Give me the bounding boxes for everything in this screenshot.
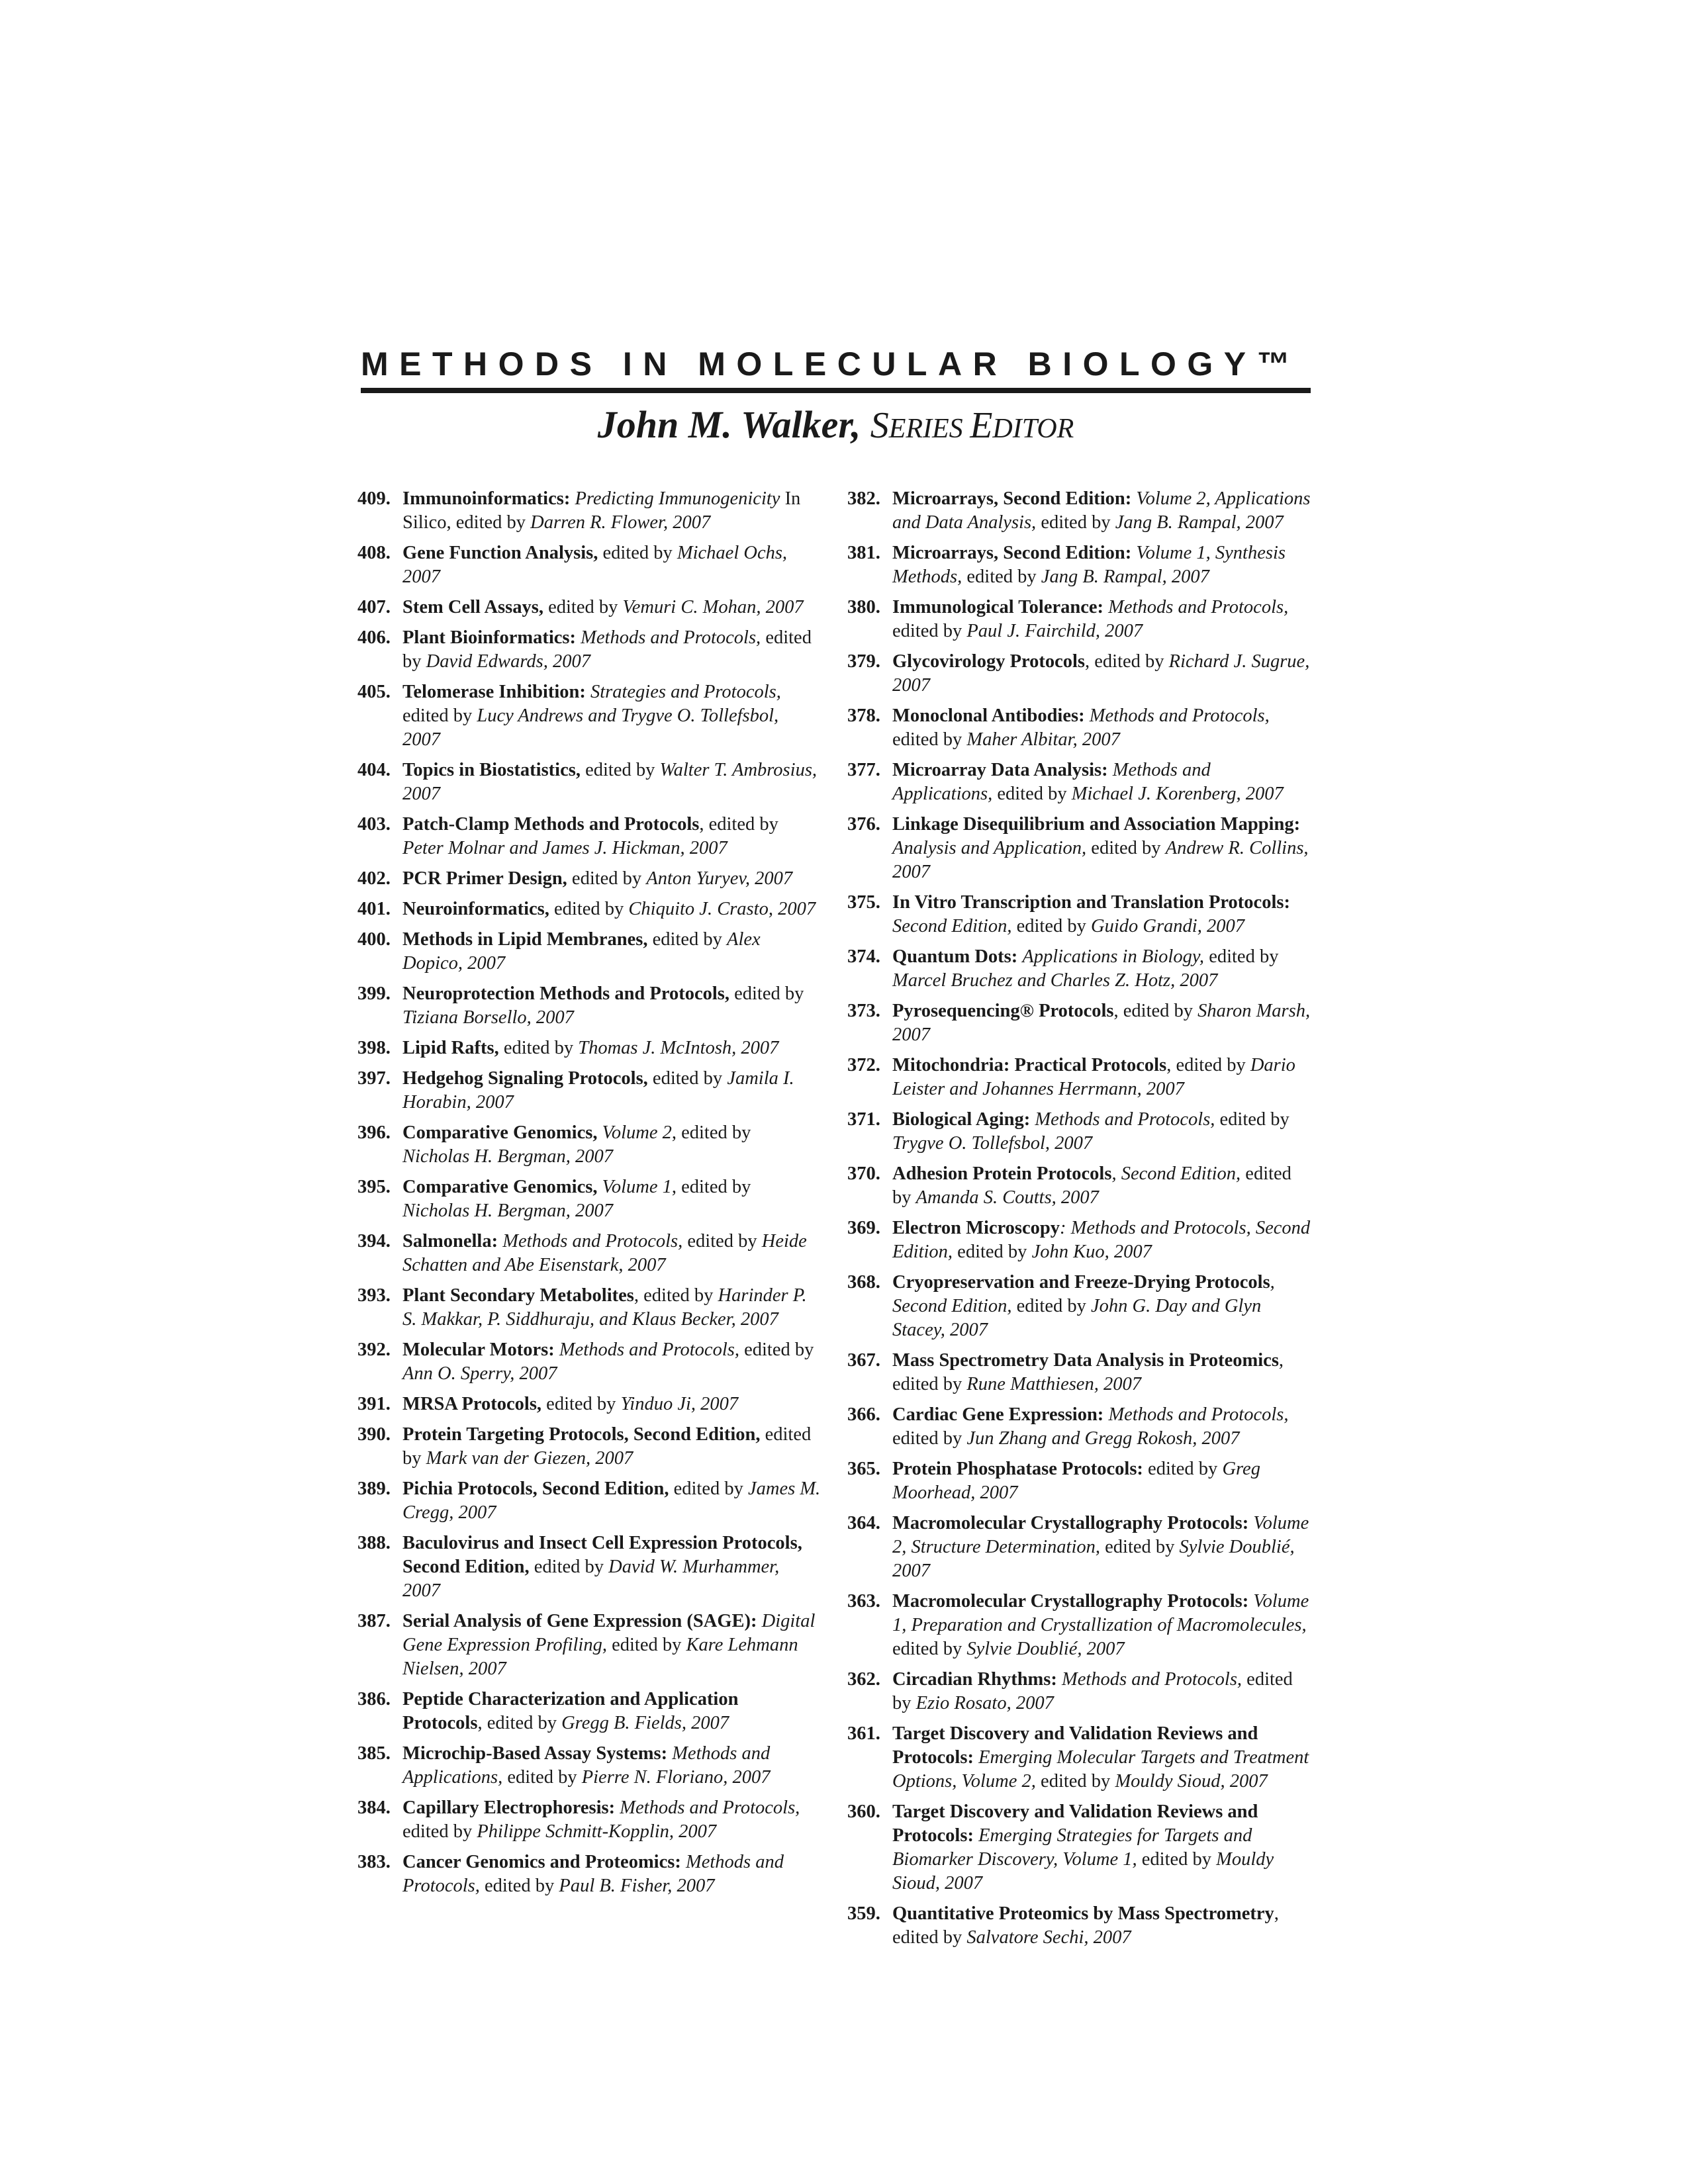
volume-title: Serial Analysis of Gene Expression (SAGE): (402, 1611, 757, 1631)
volume-number: 370. (847, 1163, 880, 1184)
volume-entry (357, 1067, 821, 1115)
volume-edited-by: edited by (1204, 946, 1279, 967)
volume-edited-by: edited by (892, 621, 967, 641)
volume-edited-by: edited by (498, 1038, 579, 1058)
volume-number: 408. (357, 543, 391, 563)
volume-edited-by: edited by (647, 1068, 727, 1089)
volume-entry (847, 1108, 1311, 1156)
volume-number: 362. (847, 1669, 880, 1690)
volume-editor: John Kuo, 2007 (1031, 1242, 1152, 1262)
volume-edited-by: edited by (529, 1557, 609, 1577)
volume-editor: Richard J. Sugrue, 2007 (892, 651, 1310, 696)
volume-subtitle: Volume 1, Preparation and Crystallization of Macromolecules, (892, 1591, 1309, 1635)
volume-title: Microarrays, Second Edition: (892, 488, 1132, 509)
volume-edited-by: edited by (402, 1821, 477, 1842)
volume-edited-by: edited by (598, 543, 677, 563)
volume-editor: Vemuri C. Mohan, 2007 (622, 597, 804, 617)
volume-edited-by: , edited by (892, 1903, 1279, 1948)
volume-subtitle: Volume 2, Structure Determination, (892, 1513, 1309, 1557)
volume-number: 378. (847, 705, 880, 726)
volume-edited-by: edited by (647, 929, 727, 950)
volume-title: Cardiac Gene Expression: (892, 1404, 1104, 1425)
volume-subtitle: Strategies and Protocols, (590, 682, 781, 702)
volume-title: Macromolecular Crystallography Protocols: (892, 1513, 1249, 1533)
volume-edited-by: edited by (1036, 512, 1115, 533)
volume-entry (847, 1457, 1311, 1505)
volume-edited-by: , edited by (892, 1350, 1284, 1394)
volume-entry (847, 1512, 1311, 1583)
volume-entry (357, 1392, 821, 1416)
volume-number: 375. (847, 892, 880, 913)
volume-title: In Vitro Transcription and Translation Protocols: (892, 892, 1290, 913)
volume-entry (847, 1162, 1311, 1210)
volume-edited-by: edited by (549, 899, 629, 919)
volume-editor: Pierre N. Floriano, 2007 (581, 1767, 771, 1788)
volume-edited-by: edited by (541, 1394, 621, 1414)
volume-subtitle: Methods and Protocols, (1062, 1669, 1243, 1690)
volume-number: 377. (847, 760, 880, 780)
volume-entry (357, 928, 821, 976)
volume-edited-by: edited by (1011, 916, 1091, 936)
volume-subtitle: Methods and Protocols, (502, 1231, 683, 1251)
volume-entry (357, 1850, 821, 1898)
volume-number: 389. (357, 1479, 391, 1499)
volume-entry (847, 999, 1311, 1047)
volume-number: 405. (357, 682, 391, 702)
volume-editor: Mouldy Sioud, 2007 (892, 1849, 1274, 1893)
volume-edited-by: , edited by (477, 1713, 562, 1733)
volume-subtitle: Applications in Biology, (1022, 946, 1205, 967)
volume-number: 372. (847, 1055, 880, 1075)
volume-title: Peptide Characterization and Application Protocols (402, 1689, 739, 1733)
volume-editor: Philippe Schmitt-Kopplin, 2007 (477, 1821, 717, 1842)
volume-entry (847, 487, 1311, 535)
volume-number: 369. (847, 1218, 880, 1238)
volume-number: 387. (357, 1611, 391, 1631)
volume-editor: Gregg B. Fields, 2007 (561, 1713, 729, 1733)
volume-edited-by: edited by (892, 1669, 1293, 1713)
volume-editor: Harinder P. S. Makkar, P. Siddhuraju, and Klaus Becker, 2007 (402, 1285, 807, 1330)
volume-subtitle: Methods and Applications, (892, 760, 1211, 804)
volume-title: Microarrays, Second Edition: (892, 543, 1132, 563)
volume-edited-by: In Silico, edited by (402, 488, 801, 533)
volume-editor: Guido Grandi, 2007 (1090, 916, 1244, 936)
volume-entry (847, 541, 1311, 589)
volume-editor: Chiquito J. Crasto, 2007 (628, 899, 816, 919)
volume-entry (847, 891, 1311, 938)
volume-subtitle: Methods and Protocols, (402, 1852, 784, 1896)
volume-editor: Trygve O. Tollefsbol, 2007 (892, 1133, 1093, 1154)
editor-role: SERIES EDITOR (870, 405, 1074, 446)
volume-edited-by: edited by (892, 1163, 1291, 1208)
volume-title: Electron Microscopy (892, 1218, 1060, 1238)
volume-number: 406. (357, 627, 391, 648)
series-title: METHODS IN MOLECULAR BIOLOGY™ (361, 345, 1301, 383)
volume-editor: John G. Day and Glyn Stacey, 2007 (892, 1296, 1262, 1340)
volume-entry (357, 1610, 821, 1681)
volume-subtitle: Analysis and Application, (892, 838, 1087, 858)
volume-entry (357, 1230, 821, 1277)
header-rule (361, 388, 1311, 393)
volume-editor: Ezio Rosato, 2007 (915, 1693, 1054, 1713)
volume-editor: Michael J. Korenberg, 2007 (1071, 784, 1284, 804)
volume-entry (357, 1477, 821, 1525)
volume-title: Telomerase Inhibition: (402, 682, 586, 702)
series-editor (361, 398, 1311, 455)
volume-editor: Maher Albitar, 2007 (966, 729, 1120, 750)
volume-title: MRSA Protocols, (402, 1394, 542, 1414)
volume-entry (847, 650, 1311, 698)
volume-edited-by: edited by (892, 1639, 967, 1659)
volume-number: 401. (357, 899, 391, 919)
volume-edited-by: edited by (669, 1479, 748, 1499)
volume-subtitle: Methods and Applications, (402, 1743, 771, 1788)
volume-number: 366. (847, 1404, 880, 1425)
volume-editor: Jamila I. Horabin, 2007 (402, 1068, 794, 1113)
volume-subtitle: : Methods and Protocols, Second Edition, (892, 1218, 1311, 1262)
volume-subtitle: Volume 2, Applications and Data Analysis, (892, 488, 1311, 533)
volume-number: 365. (847, 1459, 880, 1479)
volume-edited-by: edited by (1215, 1109, 1289, 1130)
volume-title: Glycovirology Protocols (892, 651, 1086, 672)
volume-title: Pichia Protocols, Second Edition, (402, 1479, 669, 1499)
volume-title: Hedgehog Signaling Protocols, (402, 1068, 648, 1089)
volume-entry (847, 1054, 1311, 1101)
volume-subtitle: Methods and Protocols, (1108, 1404, 1289, 1425)
volume-title: Target Discovery and Validation Reviews and Protocols: (892, 1801, 1258, 1846)
volume-number: 398. (357, 1038, 391, 1058)
left-column (357, 487, 821, 1905)
volume-entry (357, 541, 821, 589)
volume-subtitle: Volume 1 (602, 1177, 672, 1197)
volume-number: 384. (357, 1797, 391, 1818)
volume-edited-by: edited by (402, 1424, 812, 1469)
volume-edited-by: edited by (1137, 1849, 1217, 1870)
volume-title: Lipid Rafts, (402, 1038, 499, 1058)
volume-entry (847, 945, 1311, 993)
volume-number: 371. (847, 1109, 880, 1130)
volume-editor: Salvatore Sechi, 2007 (966, 1927, 1131, 1948)
volume-number: 364. (847, 1513, 880, 1533)
volume-edited-by: , edited by (671, 1122, 751, 1143)
volume-number: 396. (357, 1122, 391, 1143)
volume-edited-by: edited by (1035, 1771, 1115, 1792)
volume-edited-by: , edited by (1166, 1055, 1250, 1075)
volume-number: 395. (357, 1177, 391, 1197)
volume-title: Immunological Tolerance: (892, 597, 1104, 617)
volume-title: Pyrosequencing® Protocols (892, 1001, 1114, 1021)
right-column (847, 487, 1311, 1956)
volume-editor: Kare Lehmann Nielsen, 2007 (402, 1635, 798, 1679)
volume-edited-by: edited by (1086, 838, 1166, 858)
volume-entry (847, 1590, 1311, 1661)
volume-title: Comparative Genomics, (402, 1122, 598, 1143)
volume-editor: Tiziana Borsello, 2007 (402, 1007, 574, 1028)
volume-number: 403. (357, 814, 391, 835)
volume-title: Biological Aging: (892, 1109, 1031, 1130)
volume-number: 359. (847, 1903, 880, 1924)
volume-number: 404. (357, 760, 391, 780)
volume-entry (357, 596, 821, 619)
volume-entry (357, 1338, 821, 1386)
volume-edited-by: edited by (682, 1231, 762, 1251)
volume-subtitle: Methods and Protocols, (559, 1340, 739, 1360)
volume-number: 407. (357, 597, 391, 617)
volume-edited-by: , edited by (1113, 1001, 1198, 1021)
volume-title: Comparative Genomics, (402, 1177, 598, 1197)
volume-title: Adhesion Protein Protocols (892, 1163, 1112, 1184)
volume-editor: James M. Cregg, 2007 (402, 1479, 821, 1523)
volume-edited-by: edited by (479, 1876, 559, 1896)
volume-title: Gene Function Analysis, (402, 543, 598, 563)
volume-entry (357, 1175, 821, 1223)
volume-edited-by: edited by (953, 1242, 1032, 1262)
volume-edited-by: edited by (567, 868, 647, 889)
volume-editor: Sylvie Doublié, 2007 (966, 1639, 1125, 1659)
volume-subtitle: Volume 1, Synthesis Methods, (892, 543, 1286, 587)
volume-title: Protein Targeting Protocols, Second Edition, (402, 1424, 761, 1445)
volume-entry (357, 680, 821, 752)
volume-editor: Peter Molnar and James J. Hickman, 2007 (402, 838, 727, 858)
volume-editor: Jang B. Rampal, 2007 (1115, 512, 1284, 533)
volume-edited-by: , edited by (699, 814, 778, 835)
volume-number: 361. (847, 1723, 880, 1744)
volume-title: Quantitative Proteomics by Mass Spectrometry (892, 1903, 1274, 1924)
volume-editor: Andrew R. Collins, 2007 (892, 838, 1309, 882)
volume-subtitle: Digital Gene Expression Profiling, (402, 1611, 816, 1655)
volume-title: Target Discovery and Validation Reviews and Protocols: (892, 1723, 1258, 1768)
volume-title: Patch-Clamp Methods and Protocols (402, 814, 700, 835)
volume-subtitle: Methods and Protocols, (1035, 1109, 1215, 1130)
volume-title: Methods in Lipid Membranes, (402, 929, 648, 950)
volume-entry (357, 867, 821, 891)
volume-editor: Marcel Bruchez and Charles Z. Hotz, 2007 (892, 970, 1218, 991)
volume-editor: Ann O. Sperry, 2007 (402, 1363, 557, 1384)
volume-editor: David W. Murhammer, 2007 (402, 1557, 780, 1601)
volume-entry (357, 1423, 821, 1471)
volume-title: Stem Cell Assays, (402, 597, 543, 617)
volume-entry (847, 704, 1311, 752)
volume-title: Protein Phosphatase Protocols: (892, 1459, 1143, 1479)
volume-title: Macromolecular Crystallography Protocols: (892, 1591, 1249, 1612)
volume-entry (847, 813, 1311, 884)
volume-editor: Michael Ochs, 2007 (402, 543, 788, 587)
volume-editor: Jang B. Rampal, 2007 (1041, 567, 1209, 587)
volume-edited-by: edited by (892, 729, 967, 750)
volume-entry (357, 897, 821, 921)
volume-editor: Jun Zhang and Gregg Rokosh, 2007 (966, 1428, 1240, 1449)
volume-title: Quantum Dots: (892, 946, 1018, 967)
volume-entry (357, 1531, 821, 1603)
volume-title: Topics in Biostatistics, (402, 760, 581, 780)
volume-number: 381. (847, 543, 880, 563)
volume-subtitle: Methods and Protocols, (1108, 597, 1289, 617)
volume-edited-by: edited by (1100, 1537, 1180, 1557)
volume-title: Monoclonal Antibodies: (892, 705, 1085, 726)
volume-number: 363. (847, 1591, 880, 1612)
volume-number: 373. (847, 1001, 880, 1021)
volume-editor: Rune Matthiesen, 2007 (966, 1374, 1141, 1394)
volume-subtitle: Methods and Protocols, (581, 627, 761, 648)
volume-number: 367. (847, 1350, 880, 1371)
volume-edited-by: edited by (892, 1428, 967, 1449)
volume-number: 360. (847, 1801, 880, 1822)
volume-editor: Paul J. Fairchild, 2007 (966, 621, 1143, 641)
volume-edited-by: edited by (402, 705, 477, 726)
volume-editor: Mouldy Sioud, 2007 (1115, 1771, 1268, 1792)
volume-title: Mass Spectrometry Data Analysis in Proteomics (892, 1350, 1279, 1371)
volume-subtitle: Emerging Strategies for Targets and Biomarker Discovery, Volume 1, (892, 1825, 1252, 1870)
volume-number: 374. (847, 946, 880, 967)
volume-editor: Paul B. Fisher, 2007 (559, 1876, 715, 1896)
volume-editor: Alex Dopico, 2007 (402, 929, 761, 974)
volume-number: 368. (847, 1272, 880, 1293)
volume-number: 385. (357, 1743, 391, 1764)
volume-edited-by: edited by (962, 567, 1041, 587)
volume-entry (847, 1722, 1311, 1794)
volume-entry (357, 1036, 821, 1060)
volume-editor: David Edwards, 2007 (426, 651, 590, 672)
volume-entry (357, 1688, 821, 1735)
volume-entry (357, 1742, 821, 1790)
volume-title: Immunoinformatics: (402, 488, 571, 509)
editor-name: John M. Walker, (597, 403, 861, 446)
volume-subtitle: , Second Edition, (1111, 1163, 1241, 1184)
volume-editor: Mark van der Giezen, 2007 (426, 1448, 633, 1469)
volume-number: 391. (357, 1394, 391, 1414)
volume-subtitle: Emerging Molecular Targets and Treatment Options, Volume 2, (892, 1747, 1309, 1792)
volume-subtitle: , Second Edition, (892, 1272, 1275, 1316)
volume-entry (847, 1902, 1311, 1950)
volume-entry (357, 758, 821, 806)
volume-title: Microchip-Based Assay Systems: (402, 1743, 668, 1764)
volume-title: Mitochondria: Practical Protocols (892, 1055, 1167, 1075)
volume-number: 379. (847, 651, 880, 672)
volume-edited-by: , edited by (633, 1285, 718, 1306)
volume-number: 393. (357, 1285, 391, 1306)
volume-edited-by: , edited by (1085, 651, 1169, 672)
volume-entry (847, 596, 1311, 643)
volume-title: Circadian Rhythms: (892, 1669, 1057, 1690)
volume-number: 380. (847, 597, 880, 617)
volume-number: 386. (357, 1689, 391, 1709)
volume-editor: Nicholas H. Bergman, 2007 (402, 1146, 613, 1167)
volume-entry (357, 813, 821, 860)
volume-title: Molecular Motors: (402, 1340, 555, 1360)
volume-subtitle: Methods and Protocols, (620, 1797, 800, 1818)
volume-edited-by: edited by (739, 1340, 814, 1360)
volume-title: Cancer Genomics and Proteomics: (402, 1852, 681, 1872)
volume-editor: Amanda S. Coutts, 2007 (915, 1187, 1099, 1208)
volume-editor: Nicholas H. Bergman, 2007 (402, 1201, 613, 1221)
volume-editor: Anton Yuryev, 2007 (646, 868, 793, 889)
volume-editor: Darren R. Flower, 2007 (530, 512, 711, 533)
volume-editor: Yinduo Ji, 2007 (620, 1394, 739, 1414)
volume-entry (847, 1349, 1311, 1396)
volume-entry (357, 982, 821, 1030)
volume-number: 400. (357, 929, 391, 950)
volume-edited-by: edited by (1143, 1459, 1223, 1479)
volume-title: Baculovirus and Insect Cell Expression Protocols, Second Edition, (402, 1533, 802, 1577)
volume-number: 402. (357, 868, 391, 889)
volume-entry (847, 1403, 1311, 1451)
volume-entry (847, 1668, 1311, 1715)
volume-entry (357, 626, 821, 674)
volume-edited-by: edited by (402, 627, 812, 672)
volume-editor: Dario Leister and Johannes Herrmann, 2007 (892, 1055, 1295, 1099)
volume-number: 390. (357, 1424, 391, 1445)
volume-edited-by: edited by (992, 784, 1072, 804)
volume-edited-by: edited by (543, 597, 623, 617)
volume-edited-by: edited by (729, 983, 804, 1004)
volume-number: 383. (357, 1852, 391, 1872)
volume-entry (847, 1271, 1311, 1342)
volume-edited-by: edited by (1011, 1296, 1091, 1316)
volume-title: PCR Primer Design, (402, 868, 567, 889)
volume-entry (847, 1800, 1311, 1895)
volume-editor: Heide Schatten and Abe Eisenstark, 2007 (402, 1231, 807, 1275)
volume-entry (357, 1284, 821, 1332)
volume-edited-by: edited by (580, 760, 660, 780)
volume-number: 394. (357, 1231, 391, 1251)
volume-number: 376. (847, 814, 880, 835)
volume-title: Cryopreservation and Freeze-Drying Protocols (892, 1272, 1270, 1293)
volume-editor: Thomas J. McIntosh, 2007 (578, 1038, 779, 1058)
volume-title: Plant Bioinformatics: (402, 627, 577, 648)
volume-number: 397. (357, 1068, 391, 1089)
volume-title: Microarray Data Analysis: (892, 760, 1108, 780)
volume-edited-by: , edited by (671, 1177, 751, 1197)
volume-title: Neuroinformatics, (402, 899, 549, 919)
volume-subtitle: Predicting Immunogenicity (575, 488, 780, 509)
volume-number: 382. (847, 488, 880, 509)
volume-title: Neuroprotection Methods and Protocols, (402, 983, 729, 1004)
volume-title: Plant Secondary Metabolites (402, 1285, 634, 1306)
volume-number: 399. (357, 983, 391, 1004)
volume-editor: Lucy Andrews and Trygve O. Tollefsbol, 2007 (402, 705, 779, 750)
volume-subtitle: Volume 2 (602, 1122, 672, 1143)
volume-number: 409. (357, 488, 391, 509)
volume-editor: Walter T. Ambrosius, 2007 (402, 760, 818, 804)
volume-number: 388. (357, 1533, 391, 1553)
volume-subtitle: Methods and Protocols, (1089, 705, 1270, 726)
volume-edited-by: edited by (606, 1635, 686, 1655)
volume-editor: Sharon Marsh, 2007 (892, 1001, 1311, 1045)
volume-editor: Sylvie Doublié, 2007 (892, 1537, 1295, 1581)
volume-entry (847, 1216, 1311, 1264)
volume-subtitle: Second Edition, (892, 916, 1012, 936)
volume-entry (357, 1121, 821, 1169)
volume-title: Capillary Electrophoresis: (402, 1797, 616, 1818)
volume-edited-by: edited by (502, 1767, 582, 1788)
volume-entry (357, 1796, 821, 1844)
volume-title: Linkage Disequilibrium and Association Mapping: (892, 814, 1301, 835)
volume-title: Salmonella: (402, 1231, 498, 1251)
volume-number: 392. (357, 1340, 391, 1360)
volume-entry (847, 758, 1311, 806)
volume-entry (357, 487, 821, 535)
volume-editor: Greg Moorhead, 2007 (892, 1459, 1260, 1503)
